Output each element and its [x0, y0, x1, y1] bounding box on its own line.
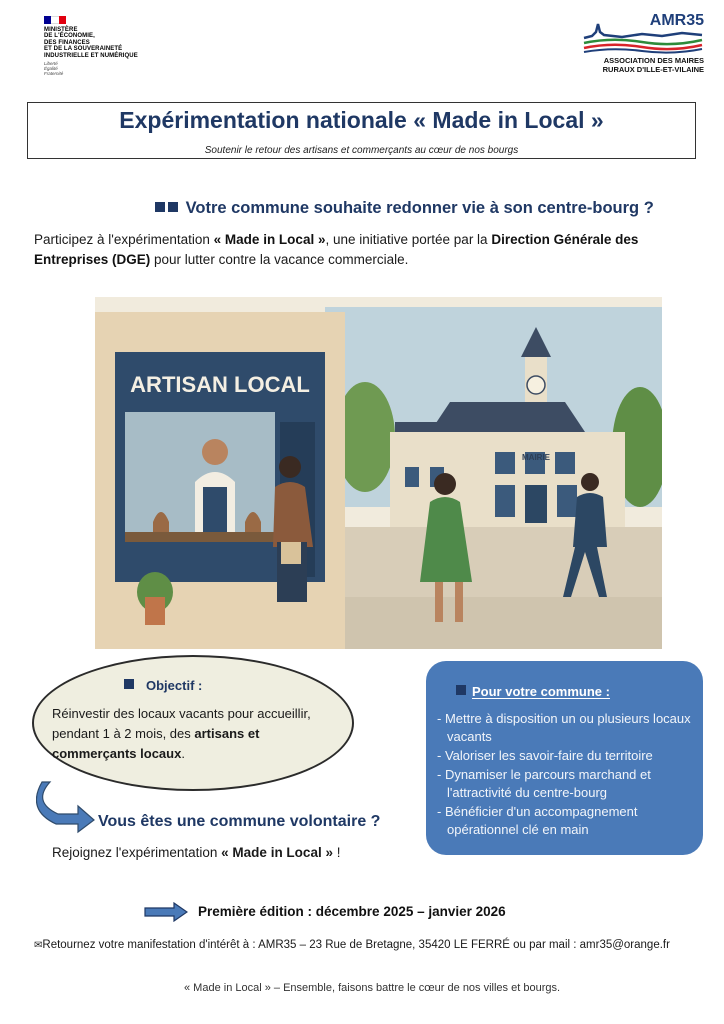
square-bullet-icon: [155, 202, 165, 212]
amr35-logo: [582, 12, 704, 82]
republic-motto: Liberté Égalité Fraternité: [44, 61, 64, 77]
title-box: [27, 102, 696, 159]
footer-tagline: « Made in Local » – Ensemble, faisons battre le cœur de nos villes et bourgs.: [184, 982, 561, 994]
list-item: - Bénéficier d'un accompagnement opérationnel clé en main: [437, 804, 638, 837]
objectif-title: Objectif :: [124, 678, 202, 693]
volunteer-text: Rejoignez l'expérimentation « Made in Local » !: [52, 845, 341, 860]
ministry-name: MINISTÈRE DE L'ÉCONOMIE, DES FINANCES ET DE LA SOUVERAINETÉ INDUSTRIELLE ET NUMÉRIQUE: [44, 27, 138, 59]
french-flag-icon: [44, 16, 66, 24]
square-bullet-icon: [168, 202, 178, 212]
commune-benefits-list: [437, 710, 699, 840]
commune-panel-title: Pour votre commune :: [456, 684, 610, 699]
envelope-icon: ✉: [34, 940, 43, 951]
town-center-illustration: [95, 297, 662, 649]
landscape-waves-icon: [582, 22, 704, 54]
square-bullet-icon: [456, 685, 466, 695]
curved-arrow-icon: [36, 778, 96, 834]
page-subtitle: Soutenir le retour des artisans et commerçants au cœur de nos bourgs: [204, 145, 519, 156]
volunteer-heading: Vous êtes une commune volontaire ?: [98, 813, 381, 830]
mairie-sign: MAIRIE: [522, 453, 550, 462]
objectif-text: Réinvestir des locaux vacants pour accueillir, pendant 1 à 2 mois, des artisans et commerçants locaux.: [52, 706, 311, 761]
list-item: - Valoriser les savoir-faire du territoire: [437, 748, 653, 763]
section-heading: [155, 199, 654, 218]
section-heading-text: Votre commune souhaite redonner vie à son centre-bourg ?: [185, 199, 654, 217]
amr35-name: AMR35: [649, 12, 704, 29]
amr35-subtitle: ASSOCIATION DES MAIRES RURAUX D'ILLE-ET-VILAINE: [602, 56, 704, 74]
contact-info: ✉Retournez votre manifestation d'intérêt à : AMR35 – 23 Rue de Bretagne, 35420 LE FERRÉ ou par mail : amr35@orange.fr: [34, 939, 670, 951]
intro-paragraph: Participez à l'expérimentation « Made in Local », une initiative portée par la Direction Générale des Entreprises (DGE) pour lutter contre la vacance commerciale.: [34, 232, 639, 267]
square-bullet-icon: [124, 679, 134, 689]
edition-dates: Première édition : décembre 2025 – janvier 2026: [198, 904, 506, 919]
page-title: Expérimentation nationale « Made in Local »: [119, 107, 604, 133]
shop-sign: ARTISAN LOCAL: [130, 372, 310, 397]
ministry-logo: [44, 16, 174, 76]
list-item: - Dynamiser le parcours marchand et l'attractivité du centre-bourg: [437, 767, 651, 800]
right-arrow-icon: [144, 902, 188, 922]
list-item: - Mettre à disposition un ou plusieurs locaux vacants: [437, 711, 691, 744]
